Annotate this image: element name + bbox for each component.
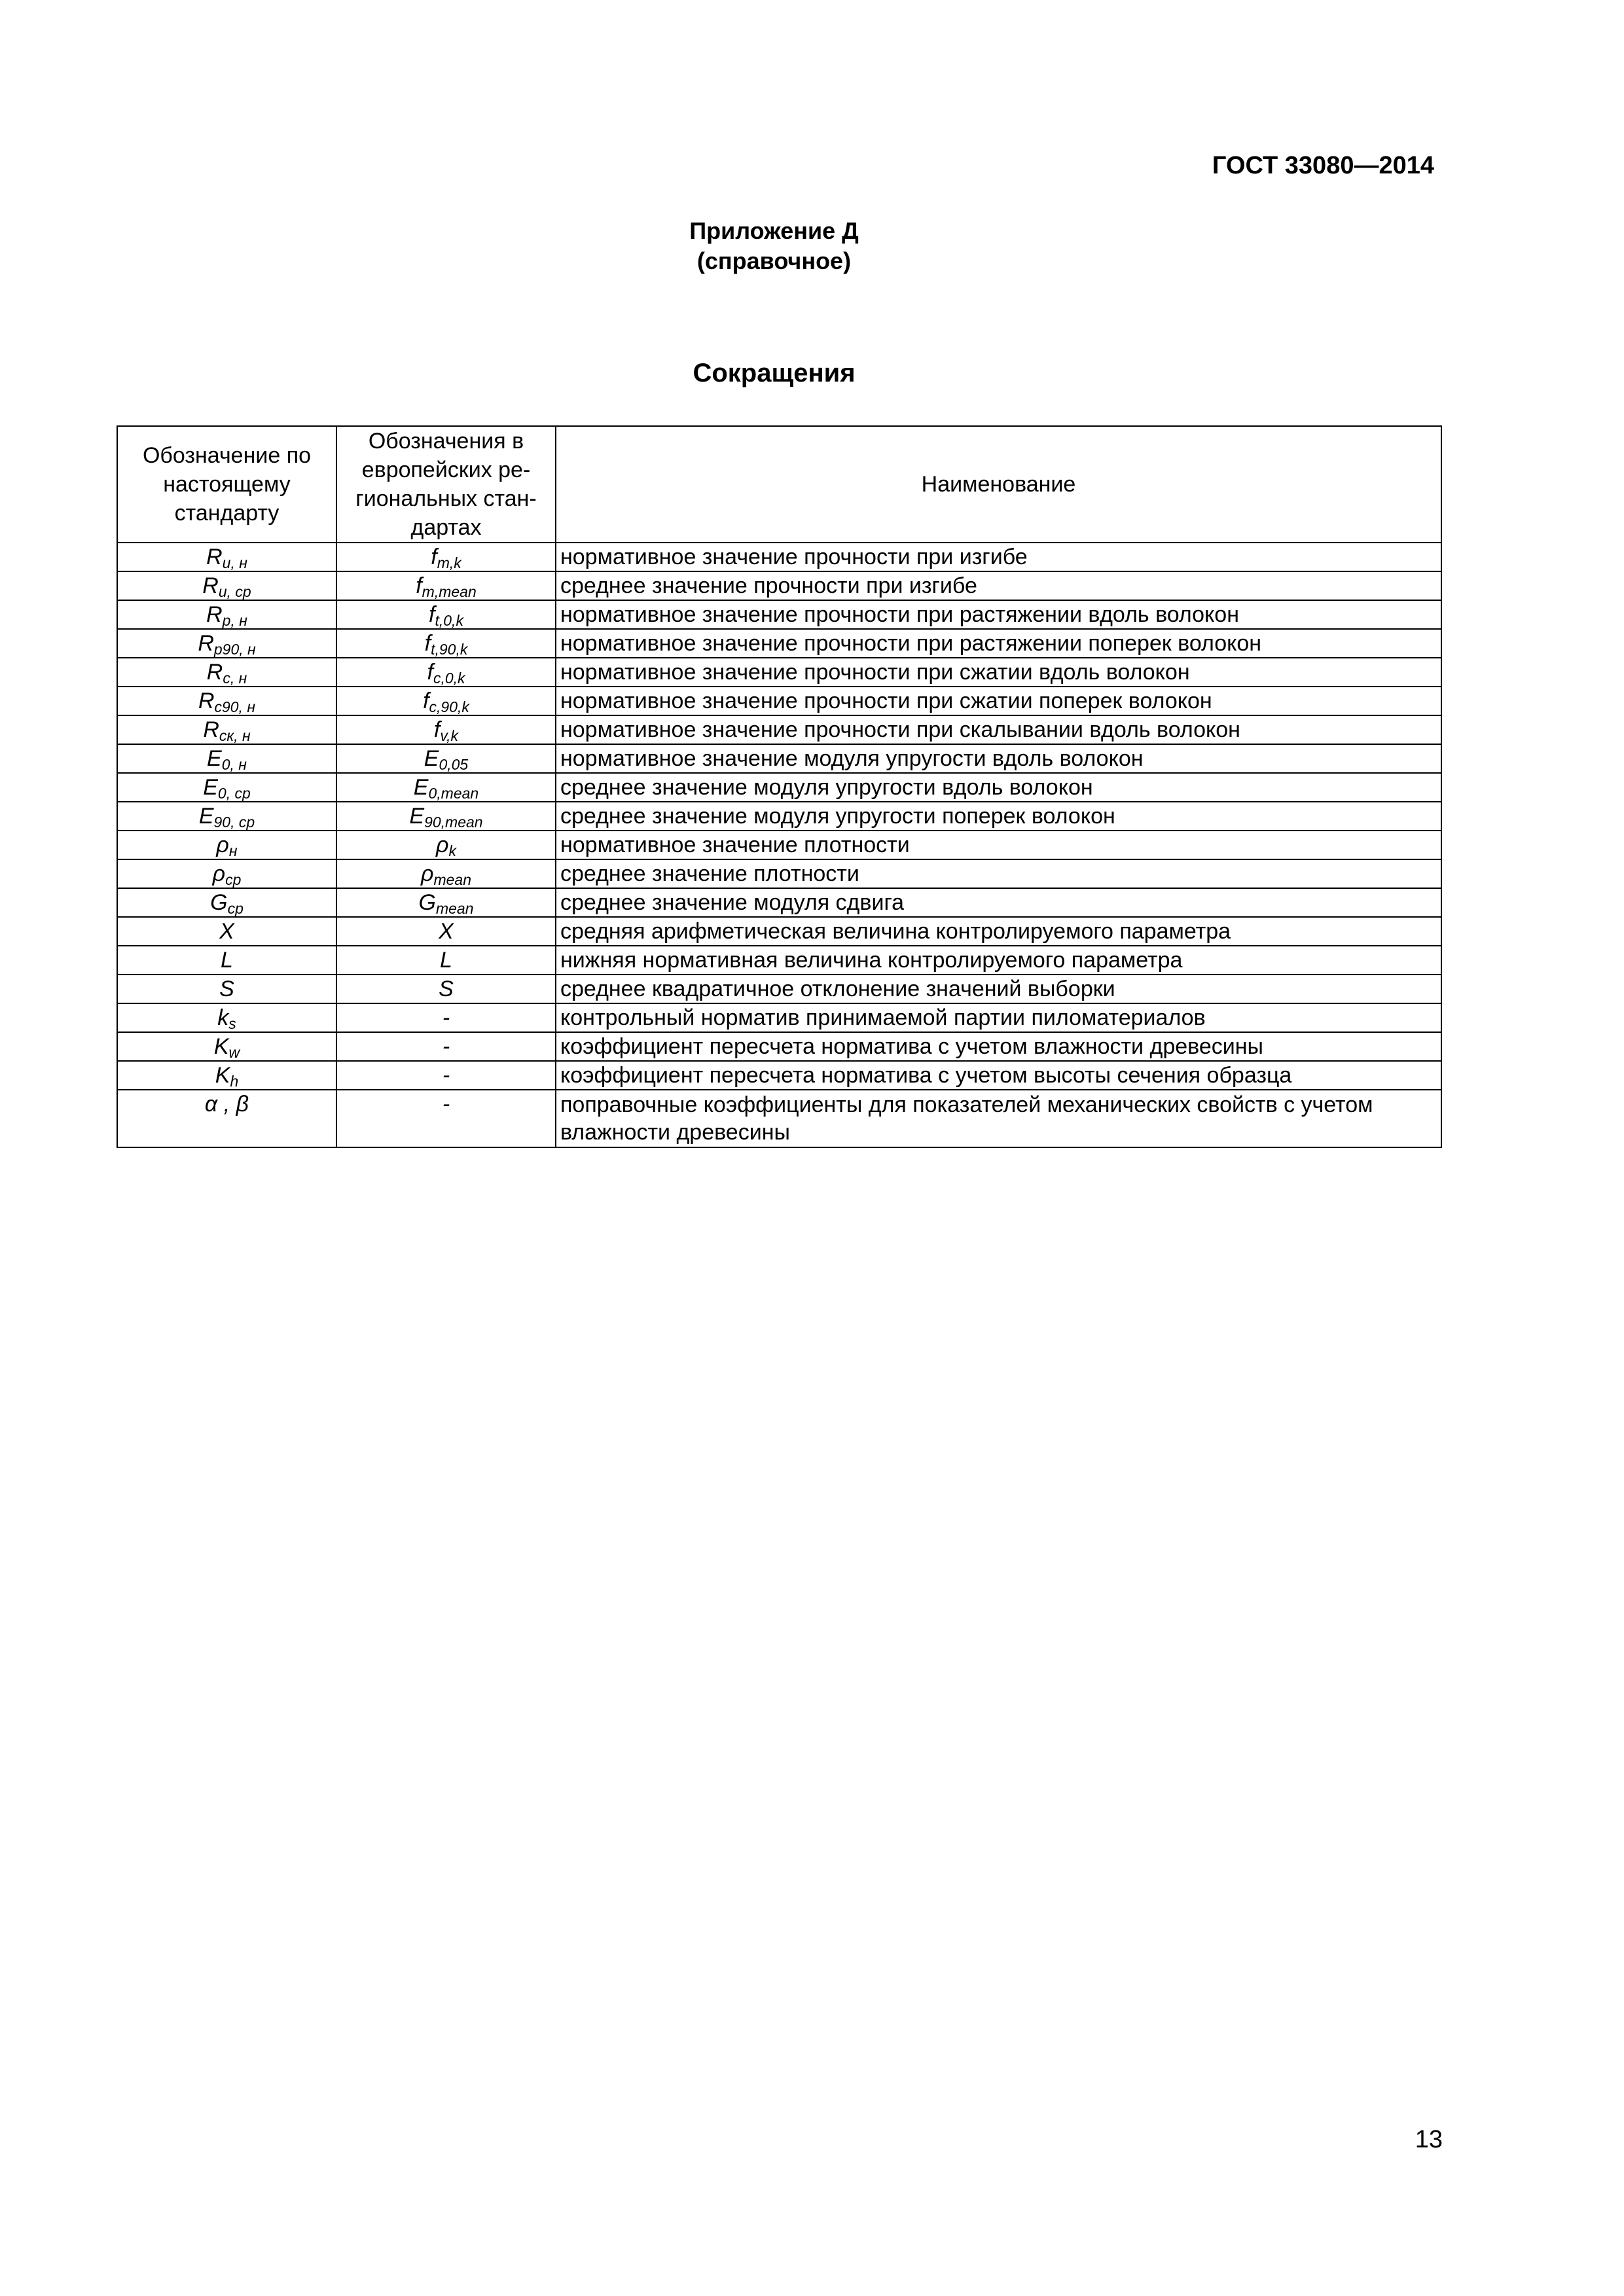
our-designation-cell-symbol: L <box>221 948 233 973</box>
european-designation-cell <box>336 1003 556 1032</box>
table-row <box>117 1003 1441 1032</box>
our-designation-cell-symbol: E <box>203 775 218 800</box>
table-row <box>117 744 1441 773</box>
our-designation-cell-symbol: R <box>206 660 223 685</box>
european-designation-cell <box>336 773 556 802</box>
our-designation-cell <box>117 715 336 744</box>
our-designation-cell-symbol: R <box>206 602 223 627</box>
european-designation-cell <box>336 831 556 859</box>
table-row <box>117 831 1441 859</box>
appendix-type: (справочное) <box>696 247 852 274</box>
european-designation-cell-symbol: f <box>423 689 429 713</box>
european-designation-cell-subscript: mean <box>433 871 472 888</box>
our-designation-cell-subscript: ср <box>225 871 242 888</box>
section-title: Сокращения <box>693 359 856 387</box>
european-designation-cell-symbol: L <box>440 948 452 973</box>
european-designation-cell <box>336 571 556 600</box>
our-designation-cell-subscript: н <box>228 842 238 859</box>
european-designation-cell-subscript: mean <box>435 900 474 917</box>
name-cell: среднее значение модуля упругости поперек волокон <box>556 802 1441 831</box>
our-designation-cell <box>117 888 336 917</box>
name-cell: коэффициент пересчета норматива с учетом влажности древесины <box>556 1032 1441 1061</box>
name-cell: поправочные коэффициенты для показателей механических свойств с учетом влажности древесины <box>556 1090 1441 1147</box>
european-designation-cell <box>336 802 556 831</box>
our-designation-cell-subscript: u, н <box>222 554 247 571</box>
european-designation-cell-subscript: m,k <box>437 554 461 571</box>
name-cell: нормативное значение плотности <box>556 831 1441 859</box>
european-designation-cell-subscript: c,90,k <box>429 698 469 715</box>
name-cell: нормативное значение прочности при сжатии вдоль волокон <box>556 658 1441 687</box>
our-designation-cell-symbol: α , β <box>204 1092 249 1117</box>
name-cell: средняя арифметическая величина контролируемого параметра <box>556 917 1441 946</box>
european-designation-cell <box>336 1061 556 1090</box>
european-designation-cell <box>336 859 556 888</box>
our-designation-cell-subscript: w <box>228 1044 240 1061</box>
our-designation-cell <box>117 744 336 773</box>
our-designation-cell-symbol: K <box>215 1063 230 1088</box>
table-row <box>117 1061 1441 1090</box>
european-designation-cell-symbol: - <box>442 1005 450 1030</box>
our-designation-cell <box>117 1090 336 1147</box>
our-designation-cell <box>117 946 336 975</box>
our-designation-cell <box>117 773 336 802</box>
our-designation-cell-subscript: 0, ср <box>217 785 251 802</box>
european-designation-cell-subscript: v,k <box>440 727 459 744</box>
name-cell: коэффициент пересчета норматива с учетом высоты сечения образца <box>556 1061 1441 1090</box>
european-designation-cell <box>336 715 556 744</box>
table-header-row <box>117 426 1441 543</box>
our-designation-cell-symbol: E <box>198 804 214 829</box>
european-designation-cell-subscript: t,0,k <box>435 612 463 629</box>
name-cell: нормативное значение модуля упругости вдоль волокон <box>556 744 1441 773</box>
european-designation-cell <box>336 888 556 917</box>
our-designation-cell-symbol: R <box>202 573 219 598</box>
our-designation-cell-symbol: G <box>210 890 228 915</box>
european-designation-cell-symbol: - <box>442 1063 450 1088</box>
european-designation-cell <box>336 1032 556 1061</box>
name-cell: контрольный норматив принимаемой партии пиломатериалов <box>556 1003 1441 1032</box>
our-designation-cell-symbol: k <box>217 1005 229 1030</box>
table-row <box>117 629 1441 658</box>
european-designation-cell-symbol: f <box>433 717 441 742</box>
european-designation-cell <box>336 946 556 975</box>
european-designation-cell-subscript: c,0,k <box>433 670 465 687</box>
name-cell: среднее значение прочности при изгибе <box>556 571 1441 600</box>
header-our-designation: Обозначение по настоящему стандарту <box>117 426 336 543</box>
name-cell: нижняя нормативная величина контролируемого параметра <box>556 946 1441 975</box>
our-designation-cell-subscript: 90, ср <box>213 814 255 831</box>
european-designation-cell-symbol: G <box>418 890 436 915</box>
european-designation-cell-subscript: 0,05 <box>439 756 469 773</box>
our-designation-cell <box>117 831 336 859</box>
table-row <box>117 658 1441 687</box>
our-designation-cell-symbol: R <box>198 689 215 713</box>
name-cell: нормативное значение прочности при растяжении поперек волокон <box>556 629 1441 658</box>
our-designation-cell <box>117 975 336 1003</box>
european-designation-cell-symbol: f <box>429 602 435 627</box>
name-cell: нормативное значение прочности при растяжении вдоль волокон <box>556 600 1441 629</box>
our-designation-cell-subscript: h <box>230 1073 239 1090</box>
header-name: Наименование <box>556 426 1441 543</box>
our-designation-cell-subscript: p90, н <box>213 641 256 658</box>
our-designation-cell-symbol: ρ <box>216 833 229 857</box>
our-designation-cell <box>117 543 336 571</box>
our-designation-cell-symbol: S <box>219 977 234 1001</box>
document-standard-code: ГОСТ 33080—2014 <box>1212 152 1434 179</box>
name-cell: среднее значение плотности <box>556 859 1441 888</box>
table-row <box>117 1090 1441 1147</box>
our-designation-cell <box>117 1061 336 1090</box>
our-designation-cell <box>117 802 336 831</box>
table-row <box>117 802 1441 831</box>
european-designation-cell-symbol: f <box>424 631 431 656</box>
our-designation-cell-symbol: ρ <box>212 861 226 886</box>
european-designation-cell <box>336 1090 556 1147</box>
table-row <box>117 571 1441 600</box>
our-designation-cell-subscript: 0, н <box>221 756 247 773</box>
our-designation-cell-symbol: R <box>198 631 214 656</box>
european-designation-cell-symbol: - <box>442 1092 450 1117</box>
our-designation-cell-symbol: E <box>207 746 222 771</box>
european-designation-cell-subscript: m,mean <box>422 583 477 600</box>
european-designation-cell-symbol: ρ <box>420 861 434 886</box>
name-cell: нормативное значение прочности при скалывании вдоль волокон <box>556 715 1441 744</box>
european-designation-cell-subscript: 90,mean <box>424 814 483 831</box>
european-designation-cell <box>336 975 556 1003</box>
european-designation-cell <box>336 917 556 946</box>
european-designation-cell-subscript: t,90,k <box>431 641 468 658</box>
european-designation-cell-symbol: - <box>442 1034 450 1059</box>
table-body <box>117 543 1441 1147</box>
table-row <box>117 888 1441 917</box>
table-row <box>117 1032 1441 1061</box>
european-designation-cell <box>336 687 556 715</box>
table-row <box>117 917 1441 946</box>
our-designation-cell <box>117 571 336 600</box>
our-designation-cell <box>117 658 336 687</box>
appendix-title: Приложение Д <box>689 217 859 244</box>
european-designation-cell <box>336 600 556 629</box>
name-cell: среднее значение модуля упругости вдоль волокон <box>556 773 1441 802</box>
table-row <box>117 773 1441 802</box>
european-designation-cell <box>336 543 556 571</box>
appendix-heading <box>0 216 1548 276</box>
our-designation-cell <box>117 1032 336 1061</box>
name-cell: нормативное значение прочности при сжатии поперек волокон <box>556 687 1441 715</box>
our-designation-cell-subscript: c90, н <box>214 698 256 715</box>
european-designation-cell-symbol: ρ <box>436 833 449 857</box>
table-row <box>117 975 1441 1003</box>
our-designation-cell-subscript: u, ср <box>218 583 251 600</box>
table-row <box>117 543 1441 571</box>
european-designation-cell-symbol: E <box>424 746 439 771</box>
european-designation-cell-symbol: S <box>439 977 454 1001</box>
european-designation-cell-subscript: 0,mean <box>428 785 479 802</box>
table-row <box>117 600 1441 629</box>
table-row <box>117 859 1441 888</box>
our-designation-cell-symbol: K <box>213 1034 229 1059</box>
our-designation-cell-subscript: s <box>228 1015 236 1032</box>
our-designation-cell-symbol: R <box>206 545 223 569</box>
european-designation-cell-symbol: f <box>416 573 422 598</box>
our-designation-cell-subscript: ск, н <box>219 727 251 744</box>
our-designation-cell-symbol: X <box>219 919 234 944</box>
our-designation-cell <box>117 1003 336 1032</box>
european-designation-cell-symbol: f <box>427 660 433 685</box>
our-designation-cell <box>117 917 336 946</box>
european-designation-cell-subscript: k <box>448 842 456 859</box>
european-designation-cell-symbol: X <box>439 919 454 944</box>
our-designation-cell <box>117 687 336 715</box>
table-row <box>117 715 1441 744</box>
page-number: 13 <box>1415 2126 1443 2153</box>
our-designation-cell <box>117 629 336 658</box>
header-european-designation: Обозначения в европейских ре-гиональных стан-дартах <box>336 426 556 543</box>
european-designation-cell-symbol: E <box>409 804 425 829</box>
our-designation-cell <box>117 600 336 629</box>
name-cell: среднее значение модуля сдвига <box>556 888 1441 917</box>
table-row <box>117 946 1441 975</box>
our-designation-cell-subscript: ср <box>227 900 244 917</box>
abbreviations-table <box>117 425 1442 1148</box>
our-designation-cell <box>117 859 336 888</box>
name-cell: среднее квадратичное отклонение значений выборки <box>556 975 1441 1003</box>
european-designation-cell <box>336 629 556 658</box>
european-designation-cell-symbol: E <box>413 775 429 800</box>
european-designation-cell-symbol: f <box>431 545 437 569</box>
table-row <box>117 687 1441 715</box>
european-designation-cell <box>336 658 556 687</box>
european-designation-cell <box>336 744 556 773</box>
our-designation-cell-symbol: R <box>203 717 219 742</box>
our-designation-cell-subscript: p, н <box>222 612 247 629</box>
our-designation-cell-subscript: c, н <box>223 670 247 687</box>
name-cell: нормативное значение прочности при изгибе <box>556 543 1441 571</box>
